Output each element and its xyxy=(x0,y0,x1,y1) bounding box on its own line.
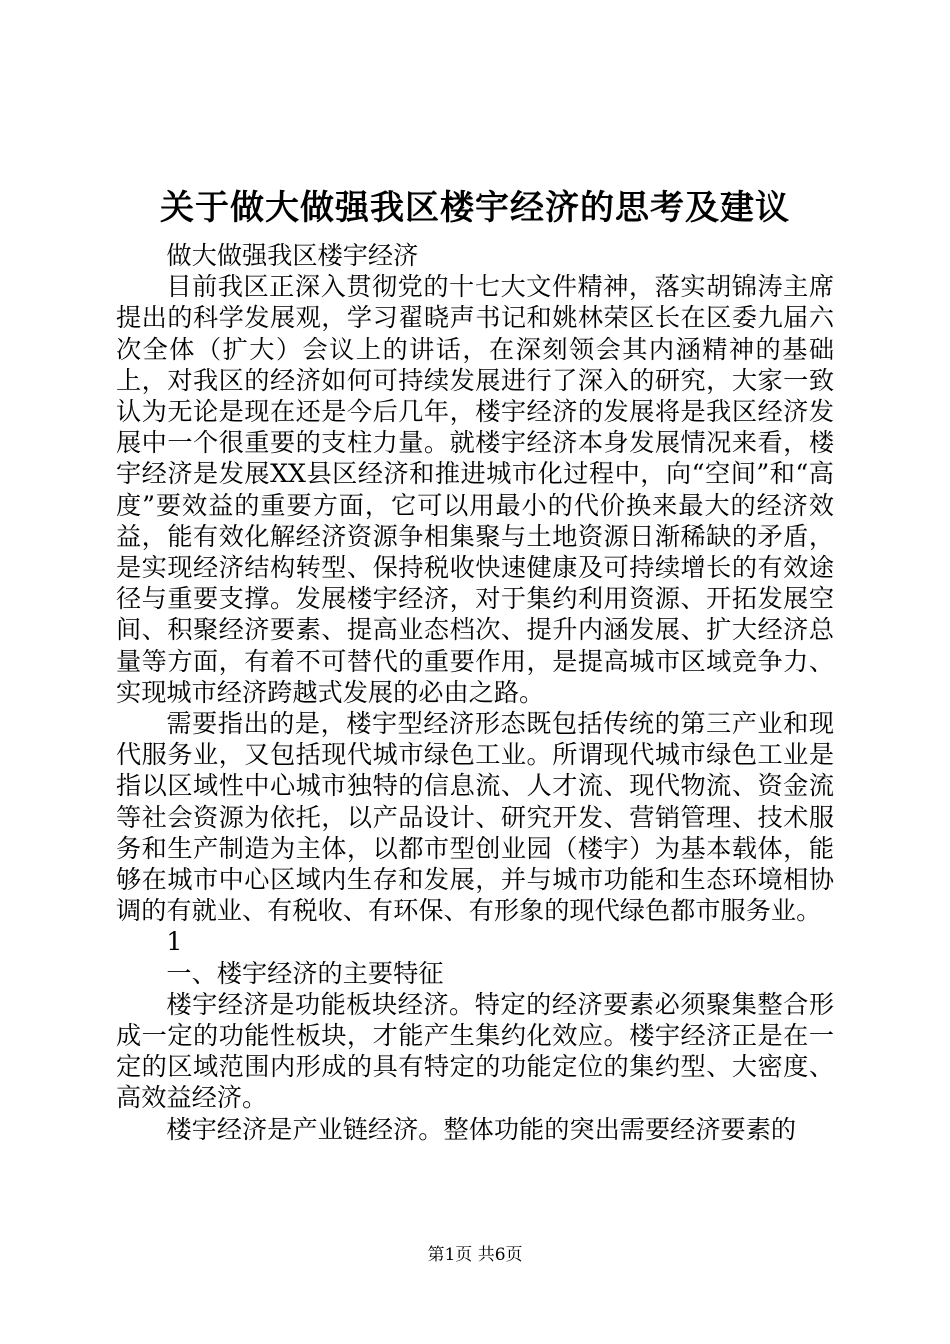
document-body xyxy=(116,240,834,1145)
section-heading: 一、楼宇经济的主要特征 xyxy=(166,958,444,988)
paragraph-subheading: 做大做强我区楼宇经济 xyxy=(166,241,419,270)
paragraph: 楼宇经济是产业链经济。整体功能的突出需要经济要素的 xyxy=(166,1114,797,1144)
page-marker: 1 xyxy=(166,927,183,957)
paragraph: 需要指出的是，楼宇型经济形态既包括传统的第三产业和现代服务业，又包括现代城市绿色工业。所谓现代城市绿色工业是指以区域性中心城市独特的信息流、人才流、现代物流、资金流等社会资源为依托，以产品设计、研究开发、营销管理、技术服务和生产制造为主体，以都市型创业园（楼宇）为基本载体，能够在城市中心区域内生存和发展，并与城市功能和生态环境相协调的有就业、有税收、有环保、有形象的现代绿色都市服务业。 xyxy=(116,709,834,926)
paragraph: 目前我区正深入贯彻党的十七大文件精神，落实胡锦涛主席提出的科学发展观，学习翟晓声书记和姚林荣区长在区委九届六次全体（扩大）会议上的讲话，在深刻领会其内涵精神的基础上，对我区的经济如何可持续发展进行了深入的研究，大家一致认为无论是现在还是今后几年，楼宇经济的发展将是我区经济发展中一个很重要的支柱力量。就楼宇经济本身发展情况来看，楼宇经济是发展XX县区经济和推进城市化过程中，向“空间”和“高度”要效益的重要方面，它可以用最小的代价换来最大的经济效益，能有效化解经济资源争相集聚与土地资源日渐稀缺的矛盾，是实现经济结构转型、保持税收快速健康及可持续增长的有效途径与重要支撑。发展楼宇经济，对于集约利用资源、开拓发展空间、积聚经济要素、提高业态档次、提升内涵发展、扩大经济总量等方面，有着不可替代的重要作用，是提高城市区域竞争力、实现城市经济跨越式发展的必由之路。 xyxy=(116,272,834,707)
document-title: 关于做大做强我区楼宇经济的思考及建议 xyxy=(160,188,790,228)
paragraph: 楼宇经济是功能板块经济。特定的经济要素必须聚集整合形成一定的功能性板块，才能产生集约化效应。楼宇经济正是在一定的区域范围内形成的具有特定的功能定位的集约型、大密度、高效益经济。 xyxy=(116,989,834,1113)
page-footer: 第1页 共6页 xyxy=(427,1245,523,1265)
